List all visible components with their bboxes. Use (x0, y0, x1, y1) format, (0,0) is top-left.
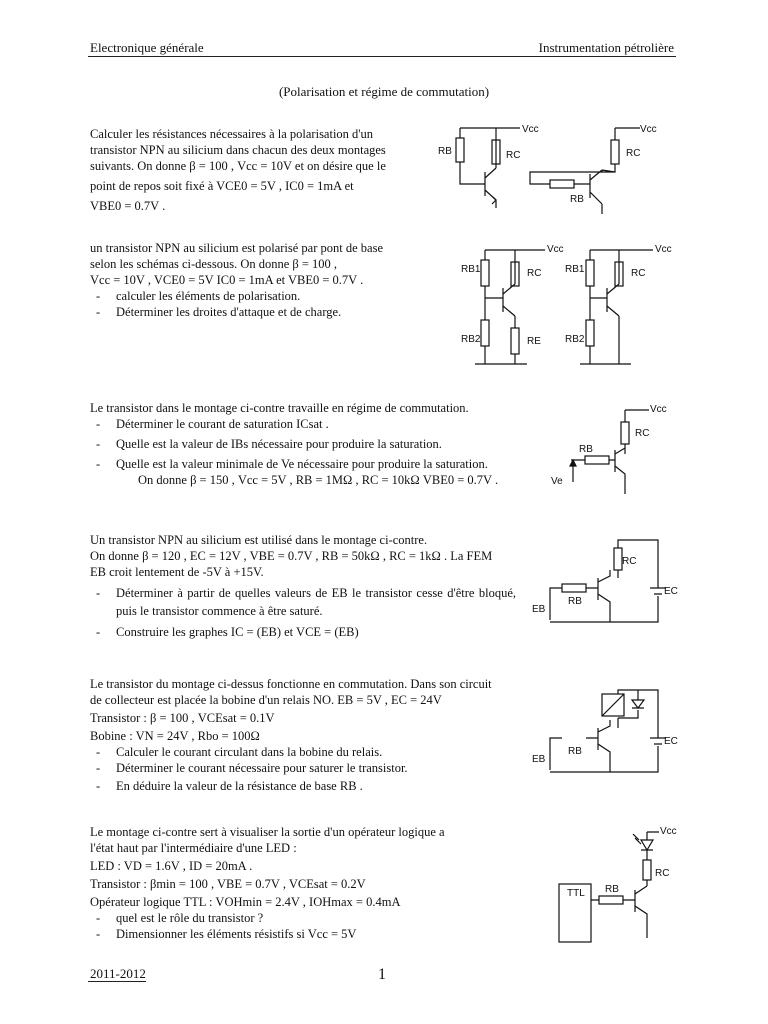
ex6-line-5: Opérateur logique TTL : VOHmin = 2.4V , IOHmax = 0.4mA (90, 895, 401, 909)
ex1-line-1: Calculer les résistances nécessaires à la polarisation d'un (90, 127, 374, 141)
exercise-1 (90, 126, 402, 214)
footer-year: 2011-2012 (90, 966, 146, 981)
c5-rb-label: RB (568, 746, 582, 757)
ex6-item-2: - Dimensionner les éléments résistifs si Vcc = 5V (116, 926, 490, 942)
c3-vcc-label: Vcc (650, 404, 667, 415)
ex3-item-2: - Quelle est la valeur de IBs nécessaire pour produire la saturation. (116, 436, 530, 452)
ex2-line-2: selon les schémas ci-dessous. On donne β = 100 , (90, 257, 338, 271)
ex6-line-3: LED : VD = 1.6V , ID = 20mA . (90, 859, 253, 873)
ex1-line-2: transistor NPN au silicium dans chacun des deux montages (90, 143, 386, 157)
ex5-line-2: de collecteur est placée la bobine d'un relais NO. EB = 5V , EC = 24V (90, 693, 442, 707)
ex5-item-3: - En déduire la valeur de la résistance de base RB . (116, 778, 520, 794)
circuit-6-led-ttl (555, 822, 685, 952)
exercise-6 (90, 824, 490, 942)
c1-rb-label: RB (438, 146, 452, 157)
ex3-givens: On donne β = 150 , Vcc = 5V , RB = 1MΩ , RC = 10kΩ VBE0 = 0.7V . (138, 473, 499, 487)
ex6-line-2: l'état haut par l'intermédiaire d'une LED : (90, 841, 297, 855)
ex4-list (90, 584, 516, 640)
exercise-3 (90, 400, 530, 488)
circuit-5-relay (530, 680, 680, 790)
c3-ve-label: Ve (551, 476, 563, 487)
ex4-line-1: Un transistor NPN au silicium est utilisé dans le montage ci-contre. (90, 533, 428, 547)
ex3-item-1: - Déterminer le courant de saturation ICsat . (116, 416, 530, 432)
c1b-rb-label: RB (570, 194, 584, 205)
ex2-line-1: un transistor NPN au silicium est polarisé par pont de base (90, 241, 383, 255)
c6-rc-label: RC (655, 868, 670, 879)
c2b-vcc-label: Vcc (655, 244, 672, 255)
ex5-line-4: Bobine : VN = 24V , Rbo = 100Ω (90, 729, 260, 743)
ex6-item-1: - quel est le rôle du transistor ? (116, 910, 490, 926)
ex4-item-2: - Construire les graphes IC = (EB) et VCE = (EB) (116, 624, 516, 640)
ex5-line-1: Le transistor du montage ci-dessus fonctionne en commutation. Dans son circuit (90, 677, 492, 691)
ex1-line-4: point de repos soit fixé à VCE0 = 5V , IC0 = 1mA et (90, 179, 354, 193)
c5-ec-label: EC (664, 736, 678, 747)
c1-rc-label: RC (506, 150, 521, 161)
c2-rc-label: RC (527, 268, 542, 279)
c1-vcc-label: Vcc (522, 124, 539, 135)
ex1-line-5: VBE0 = 0.7V . (90, 199, 166, 213)
circuit-1-bias (430, 118, 680, 218)
ex4-item-1: - Déterminer à partir de quelles valeurs de EB le transistor cesse d'être bloqué, puis le transistor commence à être saturé. (116, 584, 516, 620)
c2-re-label: RE (527, 336, 541, 347)
footer-underline (88, 981, 146, 982)
ex2-item-1: - calculer les éléments de polarisation. (116, 288, 422, 304)
ex4-line-3: EB croit lentement de -5V à +15V. (90, 565, 264, 579)
ex2-item-2: - Déterminer les droites d'attaque et de charge. (116, 304, 422, 320)
c4-rc-label: RC (622, 556, 637, 567)
c6-vcc-label: Vcc (660, 826, 677, 837)
ex6-line-1: Le montage ci-contre sert à visualiser la sortie d'un opérateur logique a (90, 825, 445, 839)
circuit-3-switching (545, 400, 675, 500)
ex6-line-4: Transistor : βmin = 100 , VBE = 0.7V , VCEsat = 0.2V (90, 877, 366, 891)
c4-rb-label: RB (568, 596, 582, 607)
ex6-list (90, 910, 490, 942)
circuit-4-fem (530, 530, 680, 640)
c4-ec-label: EC (664, 586, 678, 597)
c6-ttl-label: TTL (567, 888, 585, 899)
ex4-line-2: On donne β = 120 , EC = 12V , VBE = 0.7V , RB = 50kΩ , RC = 1kΩ . La FEM (90, 549, 493, 563)
c5-eb-label: EB (532, 754, 546, 765)
ex5-line-3: Transistor : β = 100 , VCEsat = 0.1V (90, 711, 275, 725)
header-divider (88, 56, 676, 57)
c1b-rc-label: RC (626, 148, 641, 159)
c3-rb-label: RB (579, 444, 593, 455)
c2b-rb2-label: RB2 (565, 334, 585, 345)
circuit-2-divider (455, 240, 695, 370)
exercise-4 (90, 532, 516, 640)
ex2-line-3: Vcc = 10V , VCE0 = 5V IC0 = 1mA et VBE0 = 0.7V . (90, 273, 364, 287)
ex3-item-3: - Quelle est la valeur minimale de Ve nécessaire pour produire la saturation. (116, 456, 530, 472)
exercise-5 (90, 676, 520, 794)
header-right: Instrumentation pétrolière (538, 40, 674, 55)
ex1-line-3: suivants. On donne β = 100 , Vcc = 10V et on désire que le (90, 159, 386, 173)
c2b-rb1-label: RB1 (565, 264, 585, 275)
c3-rc-label: RC (635, 428, 650, 439)
c2-rb2-label: RB2 (461, 334, 481, 345)
page-subtitle: (Polarisation et régime de commutation) (278, 84, 490, 99)
ex3-line-1: Le transistor dans le montage ci-contre travaille en régime de commutation. (90, 401, 469, 415)
ex5-list (90, 744, 520, 794)
c4-eb-label: EB (532, 604, 546, 615)
c2b-rc-label: RC (631, 268, 646, 279)
c1b-vcc-label: Vcc (640, 124, 657, 135)
ex5-item-2: - Déterminer le courant nécessaire pour saturer le transistor. (116, 760, 520, 776)
ex5-item-1: - Calculer le courant circulant dans la bobine du relais. (116, 744, 520, 760)
page-number: 1 (378, 966, 386, 983)
header-left: Electronique générale (90, 40, 204, 55)
c2-rb1-label: RB1 (461, 264, 481, 275)
c6-rb-label: RB (605, 884, 619, 895)
ex2-list (90, 288, 422, 320)
c2-vcc-label: Vcc (547, 244, 564, 255)
ex3-list (90, 416, 530, 472)
exercise-2 (90, 240, 422, 320)
